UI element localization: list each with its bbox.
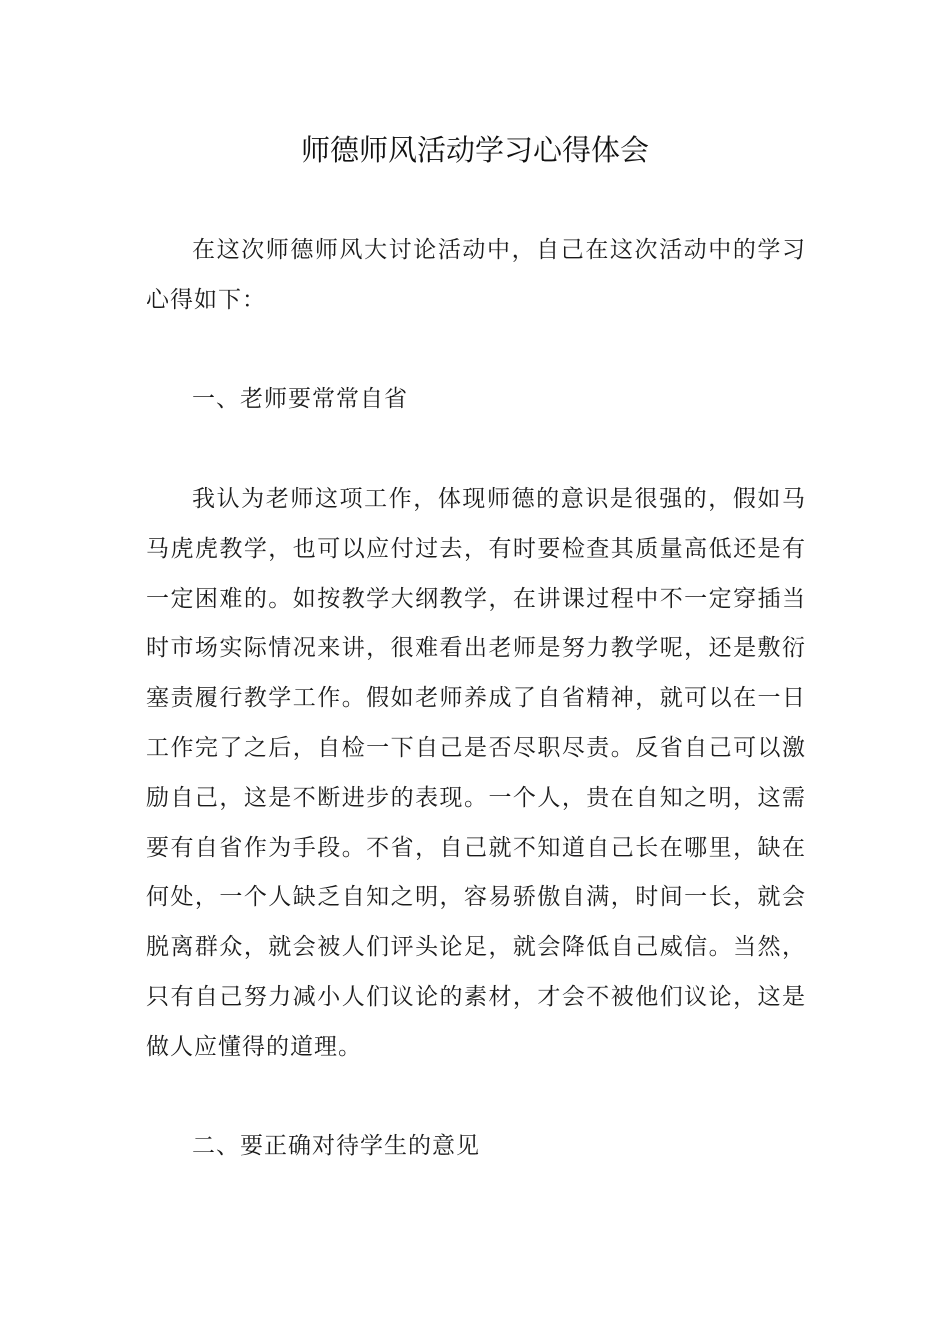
intro-paragraph: 在这次师德师风大讨论活动中，自己在这次活动中的学习心得如下：: [146, 237, 806, 313]
document-title: 师德师风活动学习心得体会: [300, 133, 649, 167]
section-2-heading: 二、要正确对待学生的意见: [192, 1133, 480, 1159]
section-1-body: 我认为老师这项工作，体现师德的意识是很强的，假如马马虎虎教学，也可以应付过去，有时要检查其质量高低还是有一定困难的。如按教学大纲教学，在讲课过程中不一定穿插当时市场实际情况来讲，很难看出老师是努力教学呢，还是敷衍塞责履行教学工作。假如老师养成了自省精神，就可以在一日工作完了之后，自检一下自己是否尽职尽责。反省自己可以激励自己，这是不断进步的表现。一个人，贵在自知之明，这需要有自省作为手段。不省，自己就不知道自己长在哪里，缺在何处，一个人缺乏自知之明，容易骄傲自满，时间一长，就会脱离群众，就会被人们评头论足，就会降低自己威信。当然，只有自己努力减小人们议论的素材，才会不被他们议论，这是做人应懂得的道理。: [146, 486, 806, 1060]
section-1-heading: 一、老师要常常自省: [192, 386, 408, 412]
